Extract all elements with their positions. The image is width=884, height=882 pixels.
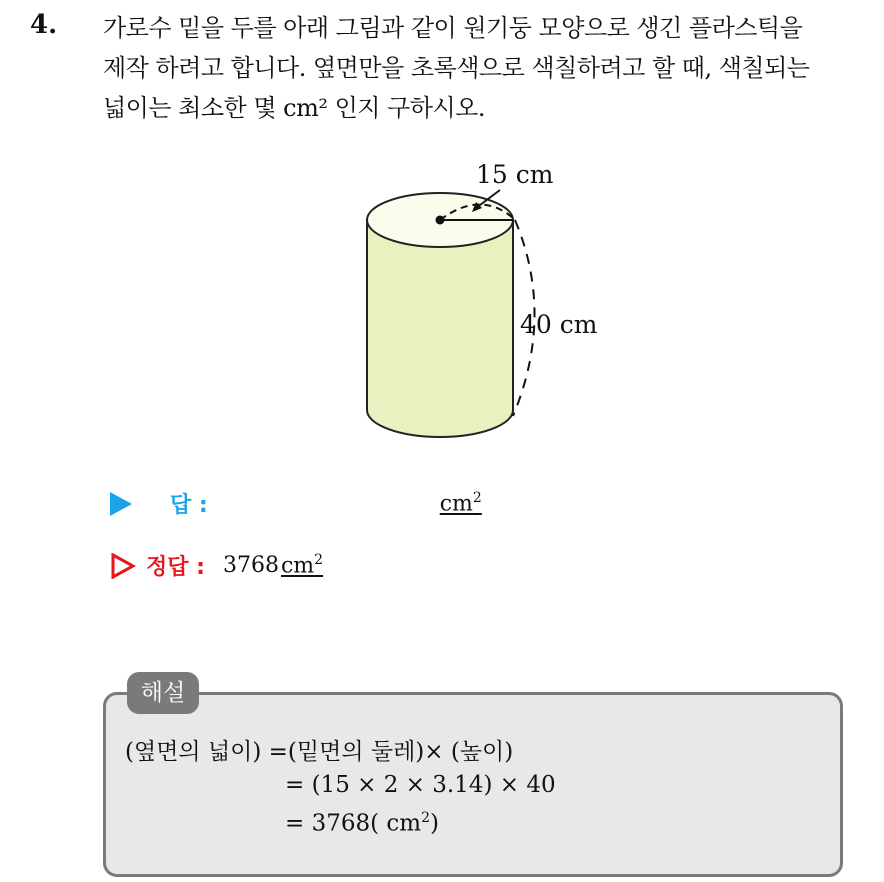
outline-arrow-icon xyxy=(110,553,136,579)
correct-answer-row xyxy=(110,550,323,581)
answer-unit: $cm^2$ xyxy=(439,490,482,517)
height-label: 40 cm xyxy=(520,310,598,339)
answer-label: 답 : xyxy=(170,493,208,518)
question-line-1: 가로수 밑을 두를 아래 그림과 같이 원기둥 모양으로 생긴 플라스틱을 xyxy=(103,14,803,42)
explanation-line-3: = 3768( $cm^2$) xyxy=(285,810,439,837)
cylinder-drawing xyxy=(340,160,630,450)
correct-unit: $cm^2$ xyxy=(280,552,324,579)
radius-label: 15 cm xyxy=(476,160,554,189)
explanation-line-2: = (15 × 2 × 3.14) × 40 xyxy=(285,772,556,798)
question-number: 4. xyxy=(30,10,58,40)
question-text xyxy=(103,8,873,128)
question-line-3: 넓이는 최소한 몇 cm² 인지 구하시오. xyxy=(103,94,485,122)
cylinder-side xyxy=(367,220,513,437)
cylinder-figure xyxy=(340,160,630,450)
explanation-line-1: (옆면의 넓이) =(밑면의 둘레)× (높이) xyxy=(125,739,514,765)
explanation-tag: 해설 xyxy=(127,672,199,714)
correct-label: 정답 : xyxy=(146,555,205,580)
answer-row xyxy=(110,488,482,519)
correct-value: 3768 xyxy=(222,553,279,578)
play-arrow-icon xyxy=(110,492,132,516)
question-line-2: 제작 하려고 합니다. 옆면만을 초록색으로 색칠하려고 할 때, 색칠되는 xyxy=(103,54,810,82)
